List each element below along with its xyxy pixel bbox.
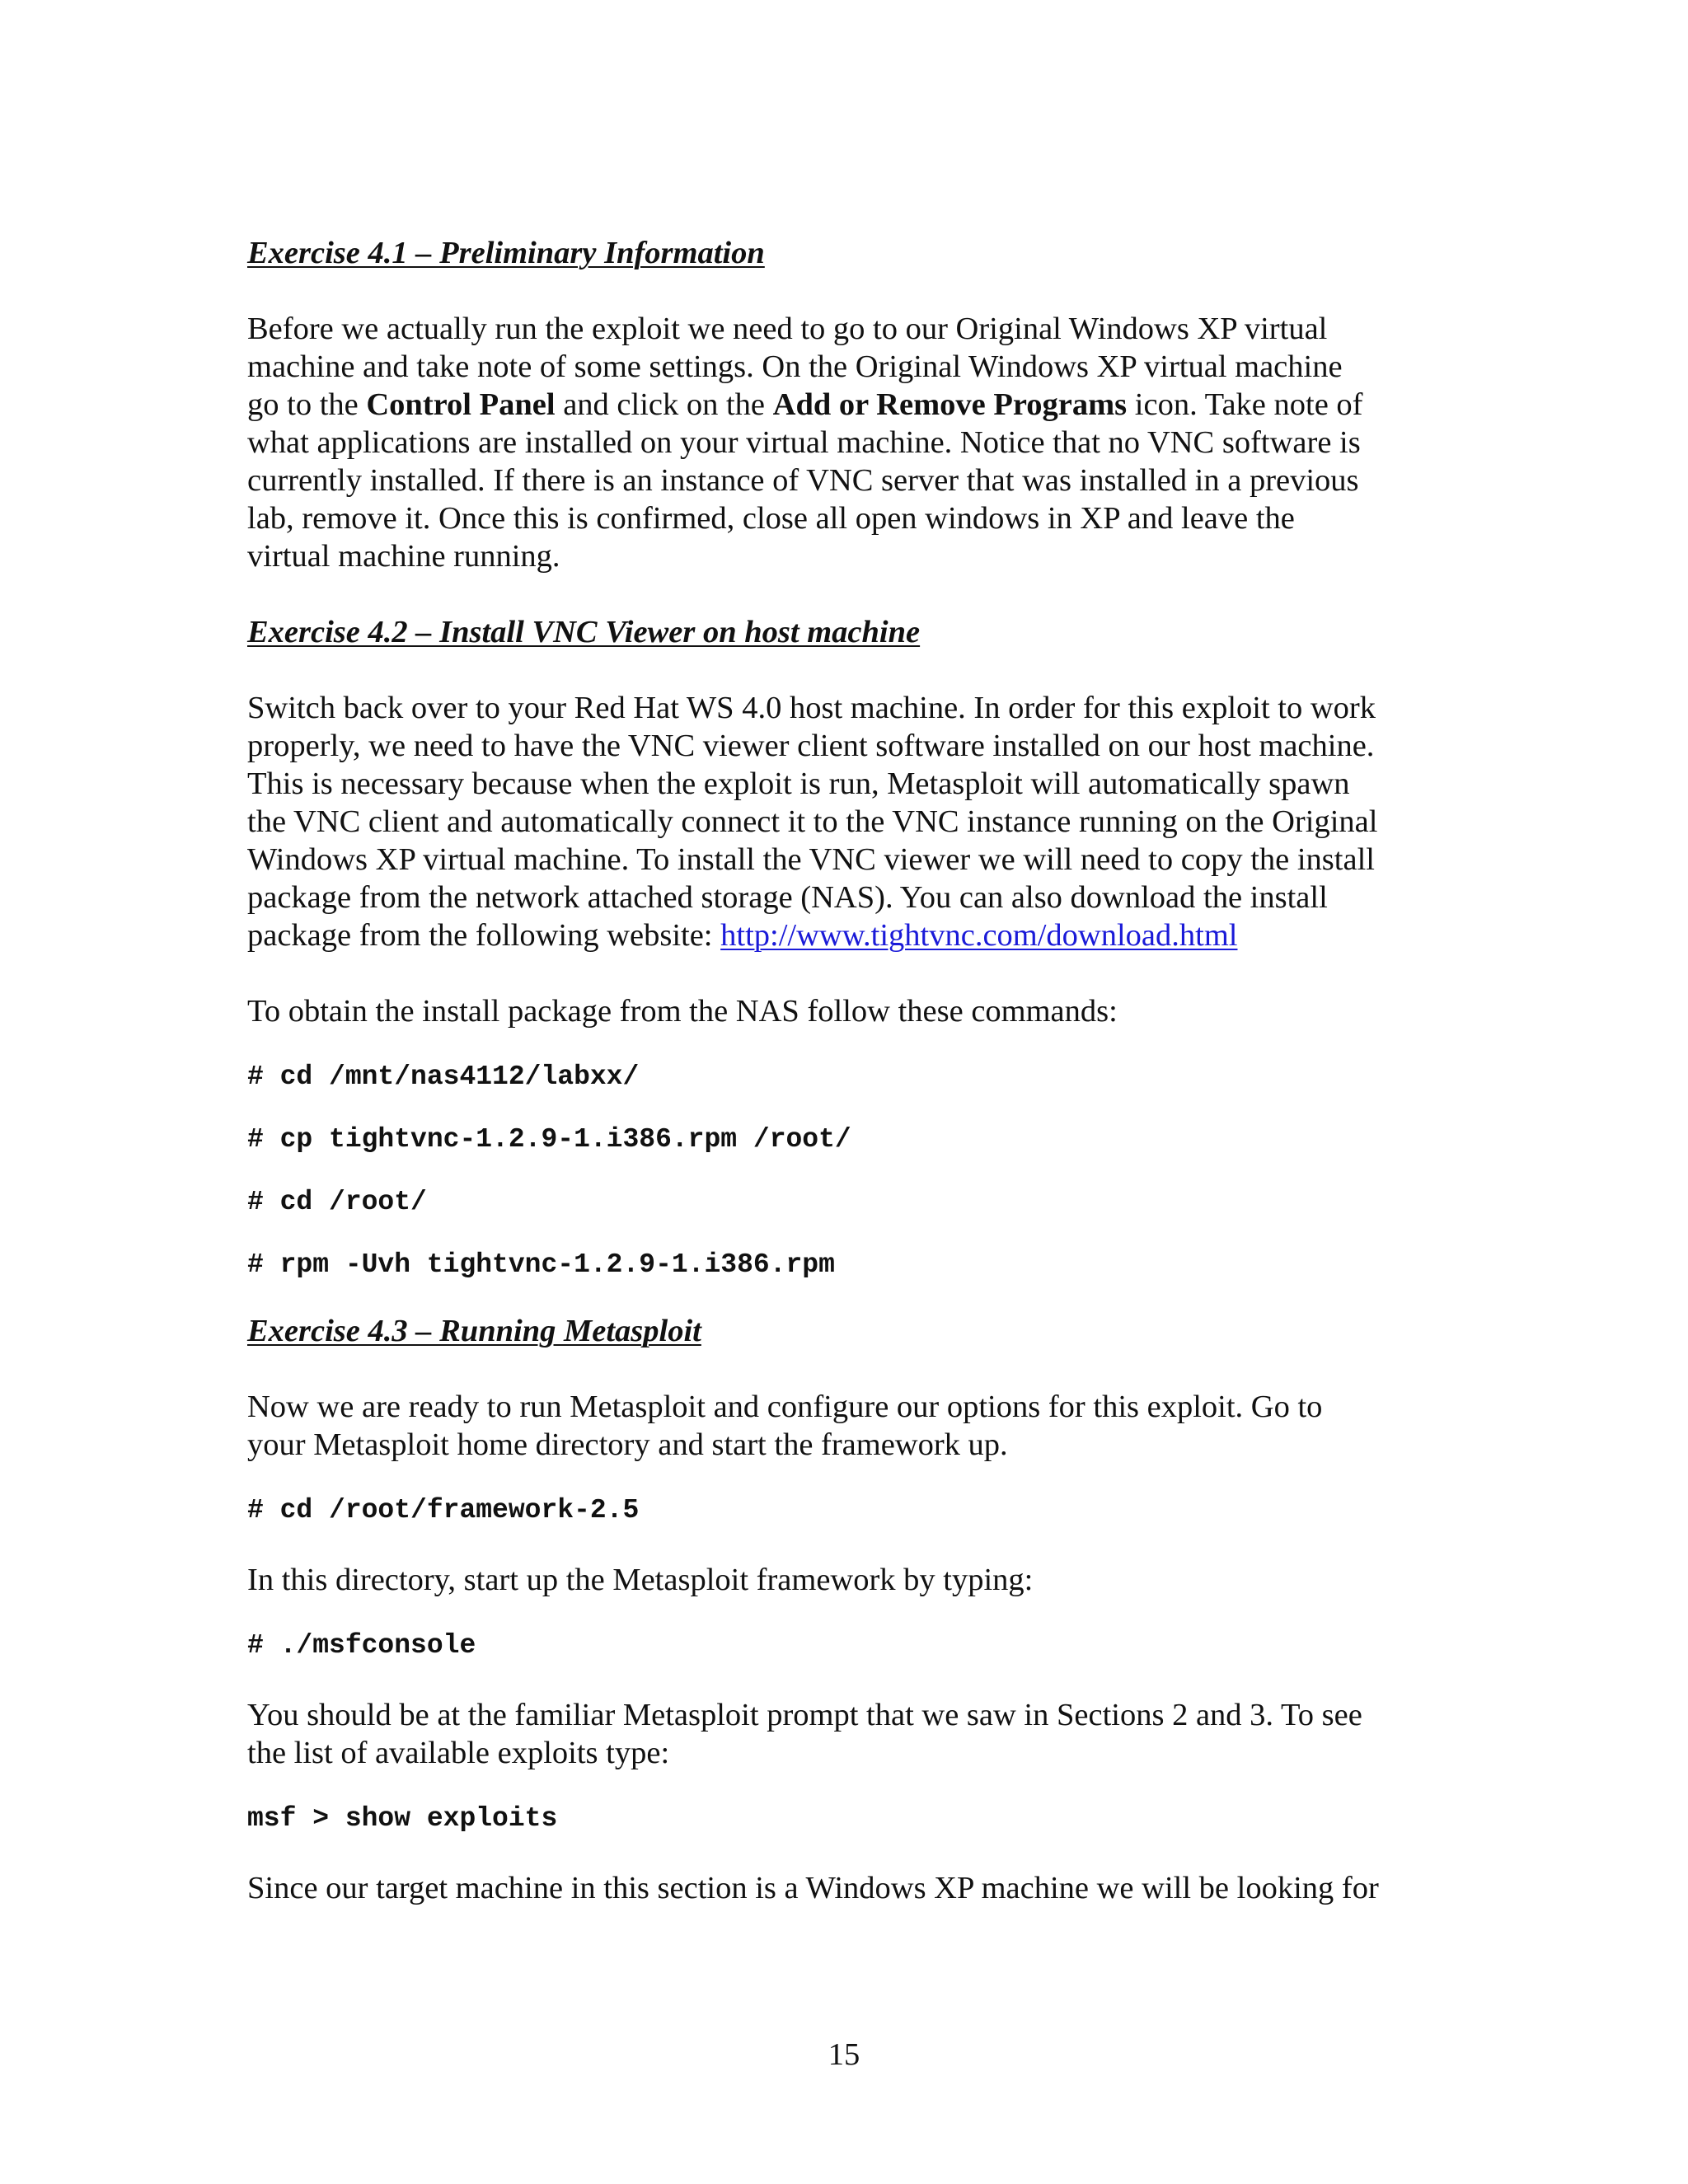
paragraph-4-2 [247,689,1451,954]
text-line-control-panel [247,386,1451,424]
page-content [247,234,1451,1945]
command-line: # cd /root/ [247,1187,427,1217]
text-run: and click on the [555,387,773,422]
page-number: 15 [828,2037,860,2072]
text-line: package from the network attached storage (NAS). You can also download the install [247,880,1328,915]
command-line-framework-dir: # cd /root/framework-2.5 [247,1495,640,1526]
text-line: your Metasploit home directory and start the framework up. [247,1427,1008,1462]
paragraph-4-1 [247,310,1451,575]
text-line: Now we are ready to run Metasploit and configure our options for this exploit. Go to [247,1390,1323,1424]
text-line: lab, remove it. Once this is confirmed, close all open windows in XP and leave the [247,501,1295,536]
text-run: icon. Take note of [1127,387,1363,422]
command-line-show-exploits: msf > show exploits [247,1803,558,1834]
control-panel-term: Control Panel [366,387,556,422]
paragraph-start-framework: In this directory, start up the Metasploit framework by typing: [247,1563,1034,1597]
paragraph-target-machine: Since our target machine in this section is a Windows XP machine we will be looking for [247,1871,1379,1905]
text-run: go to the [247,387,367,422]
text-line: machine and take note of some settings. On the Original Windows XP virtual machine [247,349,1343,384]
text-line: Before we actually run the exploit we need to go to our Original Windows XP virtual [247,312,1328,346]
tightvnc-download-link[interactable]: http://www.tightvnc.com/download.html [720,918,1238,953]
text-line: the VNC client and automatically connect it to the VNC instance running on the Original [247,804,1378,839]
paragraph-4-3 [247,1388,1451,1464]
text-line: Switch back over to your Red Hat WS 4.0 host machine. In order for this exploit to work [247,691,1376,725]
text-line: Windows XP virtual machine. To install the VNC viewer we will need to copy the install [247,842,1375,877]
section-heading-4-1: Exercise 4.1 – Preliminary Information [247,236,765,270]
text-line: This is necessary because when the exploit is run, Metasploit will automatically spawn [247,766,1350,801]
text-line: properly, we need to have the VNC viewer client software installed on our host machine. [247,729,1375,763]
text-line: You should be at the familiar Metasploit prompt that we saw in Sections 2 and 3. To see [247,1698,1362,1732]
section-heading-4-2: Exercise 4.2 – Install VNC Viewer on host machine [247,615,921,649]
add-remove-programs-term: Add or Remove Programs [772,387,1128,422]
command-line: # rpm -Uvh tightvnc-1.2.9-1.i386.rpm [247,1249,835,1280]
paragraph-msf-prompt [247,1696,1451,1772]
text-run: package from the following website: [247,918,721,953]
text-line: virtual machine running. [247,539,560,574]
text-line-with-link [247,916,1451,954]
section-heading-4-3: Exercise 4.3 – Running Metasploit [247,1314,701,1348]
text-line: what applications are installed on your virtual machine. Notice that no VNC software is [247,425,1361,460]
nas-intro-text: To obtain the install package from the NAS follow these commands: [247,994,1118,1029]
text-line: currently installed. If there is an instance of VNC server that was installed in a previous [247,463,1359,498]
nas-command-list [247,1062,1451,1281]
command-line: # cp tightvnc-1.2.9-1.i386.rpm /root/ [247,1124,851,1155]
text-line: the list of available exploits type: [247,1736,670,1770]
command-line-msfconsole: # ./msfconsole [247,1630,476,1661]
command-line: # cd /mnt/nas4112/labxx/ [247,1062,640,1092]
